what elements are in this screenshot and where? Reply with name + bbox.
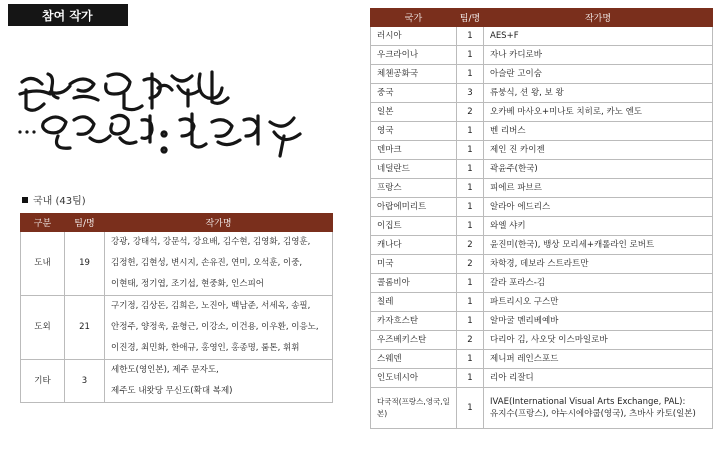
header-artists: 작가명: [484, 9, 713, 27]
table-row: [371, 217, 713, 236]
table-row: [21, 296, 333, 360]
row-count: 1: [457, 217, 484, 236]
artists-line: 세한도(영인본), 제주 문자도,: [111, 365, 219, 375]
table-row: [371, 388, 713, 429]
table-row: [371, 331, 713, 350]
row-count: 2: [457, 331, 484, 350]
row-country: 일본: [371, 103, 457, 122]
table-row: [371, 369, 713, 388]
row-artists: [105, 360, 333, 403]
header-artists: 작가명: [105, 214, 333, 232]
row-artists: 오카베 마사오+미나토 치히로, 카노 엔도: [484, 103, 713, 122]
row-count: 3: [65, 360, 105, 403]
table-row: [371, 46, 713, 65]
row-country: 우즈베키스탄: [371, 331, 457, 350]
row-artists: 파트리시오 구스만: [484, 293, 713, 312]
table-row: [371, 122, 713, 141]
table-row: [371, 312, 713, 331]
row-country: 아랍에미리트: [371, 198, 457, 217]
row-artists: AES+F: [484, 27, 713, 46]
row-country: 프랑스: [371, 179, 457, 198]
row-country: 체첸공화국: [371, 65, 457, 84]
artists-line: 김정헌, 김현성, 변시지, 손유진, 연미, 오석훈, 이중,: [111, 258, 303, 268]
domestic-label-text: 국내 (43팀): [33, 196, 86, 207]
row-country: 콜롬비아: [371, 274, 457, 293]
table-row: [371, 27, 713, 46]
artists-line: 강광, 강태석, 강문석, 강요배, 김수현, 김영화, 김영훈,: [111, 237, 311, 247]
table-row: [21, 360, 333, 403]
header-category: 구분: [21, 214, 65, 232]
row-count: 1: [457, 388, 484, 429]
artists-line: 이현태, 정기엽, 조기섭, 현중화, 인스피어: [111, 279, 264, 289]
table-row: [371, 274, 713, 293]
row-artists: 피에르 파브르: [484, 179, 713, 198]
table-row: [21, 232, 333, 296]
table-row: [371, 179, 713, 198]
row-count: 1: [457, 293, 484, 312]
row-country: 인도네시아: [371, 369, 457, 388]
row-artists: 리아 리잘디: [484, 369, 713, 388]
row-count: 1: [457, 122, 484, 141]
row-count: 2: [457, 103, 484, 122]
row-count: 1: [457, 160, 484, 179]
row-artists: 자나 카디로바: [484, 46, 713, 65]
row-country: 캐나다: [371, 236, 457, 255]
row-artists: [105, 296, 333, 360]
table-row: [371, 103, 713, 122]
row-artists: 다리아 김, 사오닷 이스마일로바: [484, 331, 713, 350]
row-count: 1: [457, 179, 484, 198]
row-country: 러시아: [371, 27, 457, 46]
row-count: 1: [457, 350, 484, 369]
row-country: 중국: [371, 84, 457, 103]
table-header-row: [371, 9, 713, 27]
table-header-row: [21, 214, 333, 232]
row-artists: 곽윤주(한국): [484, 160, 713, 179]
row-count: 1: [457, 312, 484, 331]
row-category: 도외: [21, 296, 65, 360]
table-row: [371, 65, 713, 84]
table-row: [371, 236, 713, 255]
row-country: 스웨덴: [371, 350, 457, 369]
row-artists: 제인 진 카이젠: [484, 141, 713, 160]
row-artists: 알마굴 멘리베예바: [484, 312, 713, 331]
row-count: 19: [65, 232, 105, 296]
row-count: 2: [457, 236, 484, 255]
header-country: 국가: [371, 9, 457, 27]
table-row: [371, 350, 713, 369]
row-artists: 류붕식, 션 왕, 보 왕: [484, 84, 713, 103]
row-count: 1: [457, 27, 484, 46]
table-row: [371, 198, 713, 217]
row-country: 덴마크: [371, 141, 457, 160]
row-artists: [105, 232, 333, 296]
row-artists: 아슬란 고이숨: [484, 65, 713, 84]
table-row: [371, 141, 713, 160]
artists-line: 유지수(프랑스), 야누시에야쿱(영국), 츠바사 카토(일본): [490, 409, 696, 419]
row-count: 3: [457, 84, 484, 103]
row-count: 1: [457, 274, 484, 293]
table-row: [371, 293, 713, 312]
domestic-count-label: [22, 192, 86, 207]
row-country: 이집트: [371, 217, 457, 236]
row-country: 영국: [371, 122, 457, 141]
exhibition-title-graphic: [12, 62, 312, 172]
row-country: 다국적(프랑스,영국,일본): [371, 388, 457, 429]
square-bullet-icon: [22, 197, 28, 203]
header-count: 팀/명: [65, 214, 105, 232]
row-count: 1: [457, 141, 484, 160]
row-country: 카자흐스탄: [371, 312, 457, 331]
international-artists-table: [370, 8, 713, 429]
row-country: 우크라이나: [371, 46, 457, 65]
artists-line: IVAE(International Visual Arts Exchange, PAL):: [490, 397, 686, 407]
section-title: 참여 작가: [8, 4, 128, 26]
table-row: [371, 160, 713, 179]
row-count: 1: [457, 198, 484, 217]
row-count: 1: [457, 65, 484, 84]
row-count: 2: [457, 255, 484, 274]
artists-line: 제주도 내왓당 무신도(확대 복제): [111, 386, 233, 396]
table-row: [371, 84, 713, 103]
row-artists: 제니퍼 레인스포드: [484, 350, 713, 369]
header-count: 팀/명: [457, 9, 484, 27]
artists-line: 이진경, 최민화, 한애규, 홍영인, 홍종명, 룸톤, 휘휘: [111, 343, 300, 353]
artists-line: 안정주, 양정욱, 윤형근, 이강소, 이건용, 이우환, 이응노,: [111, 322, 319, 332]
row-country: 미국: [371, 255, 457, 274]
row-artists: [484, 388, 713, 429]
domestic-artists-table: [20, 213, 333, 403]
row-artists: 윤진미(한국), 뱅상 모리세+캐롤라인 로버트: [484, 236, 713, 255]
table-row: [371, 255, 713, 274]
row-country: 칠레: [371, 293, 457, 312]
row-country: 네덜란드: [371, 160, 457, 179]
row-category: 도내: [21, 232, 65, 296]
row-artists: 와엘 샤키: [484, 217, 713, 236]
row-count: 21: [65, 296, 105, 360]
row-artists: 갈라 포라스-김: [484, 274, 713, 293]
row-artists: 벤 리버스: [484, 122, 713, 141]
row-count: 1: [457, 369, 484, 388]
row-artists: 알라아 에드리스: [484, 198, 713, 217]
artists-line: 구기정, 김상돈, 김희은, 노진아, 백남준, 서세옥, 송필,: [111, 301, 311, 311]
row-count: 1: [457, 46, 484, 65]
row-category: 기타: [21, 360, 65, 403]
row-artists: 차학경, 데보라 스트라트만: [484, 255, 713, 274]
